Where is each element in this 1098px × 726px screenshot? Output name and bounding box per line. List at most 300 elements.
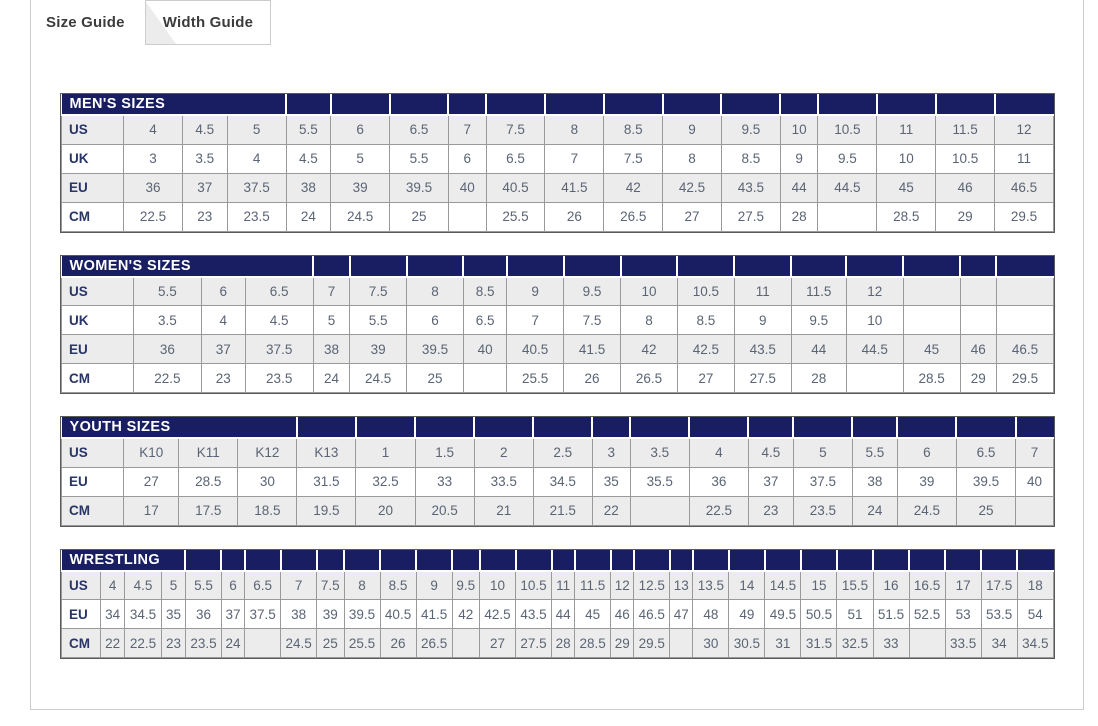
size-cell: 5 xyxy=(793,438,852,467)
size-cell: 9 xyxy=(416,571,452,600)
size-cell: 17.5 xyxy=(179,496,238,525)
size-cell: 6.5 xyxy=(245,277,313,306)
size-cell: 39 xyxy=(350,335,407,364)
header-cell xyxy=(729,550,765,571)
header-cell xyxy=(909,550,945,571)
size-cell: 9.5 xyxy=(564,277,621,306)
tabs-bar xyxy=(31,0,1083,46)
size-cell: 14 xyxy=(729,571,765,600)
size-cell: 8.5 xyxy=(721,144,780,173)
size-cell: 29 xyxy=(936,202,995,231)
size-cell: 10.5 xyxy=(936,144,995,173)
size-cell xyxy=(846,364,903,393)
size-cell xyxy=(1016,496,1054,525)
size-cell: 6.5 xyxy=(486,144,545,173)
header-cell xyxy=(297,417,356,438)
size-cell: 30 xyxy=(238,467,297,496)
header-cell xyxy=(801,550,837,571)
size-cell: 7.5 xyxy=(486,115,545,144)
size-cell: 25 xyxy=(317,629,344,658)
header-cell xyxy=(331,94,390,115)
size-cell: 3.5 xyxy=(630,438,689,467)
size-cell: 44 xyxy=(791,335,846,364)
size-cell: 29 xyxy=(960,364,996,393)
header-cell xyxy=(996,256,1053,277)
size-cell: 22 xyxy=(101,629,125,658)
size-cell: 16 xyxy=(873,571,909,600)
size-cell: 28 xyxy=(780,202,818,231)
table-title: MEN'S SIZES xyxy=(62,94,287,115)
size-cell: 44.5 xyxy=(846,335,903,364)
wrestling-table xyxy=(61,550,1054,659)
size-cell: 1.5 xyxy=(415,438,474,467)
size-cell: 11 xyxy=(877,115,936,144)
size-cell: 26 xyxy=(545,202,604,231)
header-cell xyxy=(516,550,552,571)
size-cell: 14.5 xyxy=(765,571,801,600)
size-cell: 19.5 xyxy=(297,496,356,525)
size-cell: 3.5 xyxy=(182,144,227,173)
size-cell: 8 xyxy=(621,306,678,335)
header-cell xyxy=(670,550,693,571)
size-cell: 29.5 xyxy=(996,364,1053,393)
header-cell xyxy=(592,417,630,438)
size-cell: 34.5 xyxy=(533,467,592,496)
size-cell: 17.5 xyxy=(981,571,1017,600)
table-row xyxy=(62,115,1054,144)
size-cell: 41.5 xyxy=(564,335,621,364)
size-cell: 44 xyxy=(780,173,818,202)
size-cell: 34.5 xyxy=(124,600,161,629)
size-cell: K10 xyxy=(124,438,179,467)
size-cell: 2.5 xyxy=(533,438,592,467)
header-cell xyxy=(380,550,416,571)
size-cell: 13 xyxy=(670,571,693,600)
size-cell: 21 xyxy=(474,496,533,525)
size-cell xyxy=(909,629,945,658)
size-cell: 22.5 xyxy=(124,202,183,231)
size-cell: 25 xyxy=(390,202,449,231)
size-cell: 5.5 xyxy=(350,306,407,335)
size-cell xyxy=(448,202,486,231)
size-cell: 7 xyxy=(507,306,564,335)
size-cell: 2 xyxy=(474,438,533,467)
size-cell: 37 xyxy=(221,600,244,629)
size-cell: 27.5 xyxy=(734,364,791,393)
size-cell: 22.5 xyxy=(133,364,201,393)
header-cell xyxy=(956,417,1015,438)
table-row xyxy=(62,438,1054,467)
size-cell: 35 xyxy=(592,467,630,496)
size-cell: 38 xyxy=(286,173,331,202)
header-cell xyxy=(837,550,873,571)
size-cell: 34.5 xyxy=(1017,629,1053,658)
size-cell: 49 xyxy=(729,600,765,629)
size-cell: 42.5 xyxy=(677,335,734,364)
size-cell: 7 xyxy=(313,277,349,306)
table-row xyxy=(62,277,1054,306)
size-cell: 45 xyxy=(877,173,936,202)
row-label: EU xyxy=(62,335,134,364)
size-cell: 47 xyxy=(670,600,693,629)
size-cell: 40.5 xyxy=(507,335,564,364)
size-cell: 26.5 xyxy=(604,202,663,231)
header-cell xyxy=(575,550,611,571)
size-cell: 33 xyxy=(415,467,474,496)
header-cell xyxy=(221,550,244,571)
header-cell xyxy=(903,256,960,277)
header-cell xyxy=(791,256,846,277)
header-cell xyxy=(286,94,331,115)
header-cell xyxy=(350,256,407,277)
size-cell: 24 xyxy=(286,202,331,231)
size-cell: 28 xyxy=(552,629,575,658)
size-cell: 7.5 xyxy=(604,144,663,173)
table-row xyxy=(62,364,1054,393)
size-cell: 6 xyxy=(897,438,956,467)
size-cell: 31 xyxy=(765,629,801,658)
size-cell: 23 xyxy=(162,629,186,658)
table-row xyxy=(62,173,1054,202)
tab-size-guide[interactable]: Size Guide xyxy=(46,14,125,31)
size-cell: 6 xyxy=(407,306,464,335)
size-cell: 25 xyxy=(407,364,464,393)
size-cell: 10 xyxy=(480,571,516,600)
size-cell: 25.5 xyxy=(507,364,564,393)
size-cell xyxy=(670,629,693,658)
size-cell: 7.5 xyxy=(350,277,407,306)
header-cell xyxy=(390,94,449,115)
size-cell: 52.5 xyxy=(909,600,945,629)
size-cell: 10 xyxy=(621,277,678,306)
size-cell: 39 xyxy=(897,467,956,496)
size-cell: 9.5 xyxy=(721,115,780,144)
size-cell: 11 xyxy=(734,277,791,306)
size-cell: 4.5 xyxy=(245,306,313,335)
size-cell: 15 xyxy=(801,571,837,600)
size-cell: 27 xyxy=(663,202,722,231)
header-cell xyxy=(981,550,1017,571)
table-row xyxy=(62,629,1054,658)
size-cell: 17 xyxy=(124,496,179,525)
size-cell: 9.5 xyxy=(791,306,846,335)
header-cell xyxy=(677,256,734,277)
size-cell: 54 xyxy=(1017,600,1053,629)
header-cell xyxy=(480,550,516,571)
size-cell: 25.5 xyxy=(344,629,380,658)
header-cell xyxy=(734,256,791,277)
size-cell: 34 xyxy=(101,600,125,629)
header-cell xyxy=(960,256,996,277)
size-cell: 39.5 xyxy=(390,173,449,202)
table-row xyxy=(62,144,1054,173)
size-cell: 25 xyxy=(956,496,1015,525)
size-cell xyxy=(996,306,1053,335)
size-cell: 32.5 xyxy=(837,629,873,658)
row-label: EU xyxy=(62,467,124,496)
size-cell: 40 xyxy=(463,335,506,364)
size-cell: 39.5 xyxy=(407,335,464,364)
size-cell xyxy=(903,277,960,306)
size-cell: 8 xyxy=(407,277,464,306)
table-row xyxy=(62,306,1054,335)
mens-sizes-table xyxy=(61,94,1054,232)
header-cell xyxy=(852,417,897,438)
size-cell: 7 xyxy=(448,115,486,144)
size-cell: 20 xyxy=(356,496,415,525)
size-cell: 9.5 xyxy=(818,144,877,173)
size-cell: 46.5 xyxy=(996,335,1053,364)
size-cell: 8 xyxy=(663,144,722,173)
header-cell xyxy=(945,550,981,571)
header-cell xyxy=(313,256,349,277)
size-cell: 9 xyxy=(663,115,722,144)
size-cell: 11.5 xyxy=(791,277,846,306)
table-title: WOMEN'S SIZES xyxy=(62,256,314,277)
size-cell: 28.5 xyxy=(877,202,936,231)
size-cell: 7.5 xyxy=(564,306,621,335)
row-label: UK xyxy=(62,144,124,173)
row-label: CM xyxy=(62,364,134,393)
table-row xyxy=(62,600,1054,629)
womens-sizes-table xyxy=(61,256,1054,394)
size-cell: 28.5 xyxy=(179,467,238,496)
size-cell: 39 xyxy=(331,173,390,202)
size-cell xyxy=(630,496,689,525)
size-cell: 40.5 xyxy=(380,600,416,629)
size-cell: 10 xyxy=(877,144,936,173)
size-cell: 12 xyxy=(846,277,903,306)
size-cell: 9.5 xyxy=(452,571,479,600)
size-cell: 44.5 xyxy=(818,173,877,202)
size-cell: 18.5 xyxy=(238,496,297,525)
size-cell: 11 xyxy=(995,144,1054,173)
size-cell: 43.5 xyxy=(516,600,552,629)
size-cell: 34 xyxy=(981,629,1017,658)
size-cell: 7 xyxy=(281,571,317,600)
header-cell xyxy=(621,256,678,277)
size-cell: 15.5 xyxy=(837,571,873,600)
size-cell: 6 xyxy=(201,277,245,306)
size-cell: 39 xyxy=(317,600,344,629)
size-cell xyxy=(452,629,479,658)
content-panel xyxy=(30,0,1084,710)
header-cell xyxy=(748,417,793,438)
header-cell xyxy=(507,256,564,277)
header-cell xyxy=(281,550,317,571)
size-cell: 5.5 xyxy=(286,115,331,144)
size-cell: 21.5 xyxy=(533,496,592,525)
row-label: CM xyxy=(62,629,101,658)
size-cell: 37 xyxy=(748,467,793,496)
size-cell: 26.5 xyxy=(621,364,678,393)
size-cell: 5.5 xyxy=(133,277,201,306)
header-cell xyxy=(416,550,452,571)
size-cell: 8.5 xyxy=(677,306,734,335)
tables-area xyxy=(31,46,1083,658)
header-cell xyxy=(407,256,464,277)
size-cell: 40 xyxy=(1016,467,1054,496)
size-cell: 40 xyxy=(448,173,486,202)
size-cell xyxy=(960,306,996,335)
header-cell xyxy=(604,94,663,115)
size-cell: 35.5 xyxy=(630,467,689,496)
size-cell: 6 xyxy=(331,115,390,144)
size-cell: 30.5 xyxy=(729,629,765,658)
size-cell: 51 xyxy=(837,600,873,629)
table-row xyxy=(62,496,1054,525)
size-cell: 45 xyxy=(903,335,960,364)
size-cell: 33.5 xyxy=(474,467,533,496)
size-cell: 24 xyxy=(852,496,897,525)
size-cell: 26 xyxy=(380,629,416,658)
size-cell: 45 xyxy=(575,600,611,629)
size-cell: 38 xyxy=(313,335,349,364)
size-cell: 37.5 xyxy=(793,467,852,496)
row-label: US xyxy=(62,115,124,144)
size-cell: 46.5 xyxy=(634,600,670,629)
size-cell: 51.5 xyxy=(873,600,909,629)
size-cell: 28 xyxy=(791,364,846,393)
size-cell: 23 xyxy=(201,364,245,393)
row-label: CM xyxy=(62,202,124,231)
size-cell: 31.5 xyxy=(801,629,837,658)
table-title: WRESTLING xyxy=(62,550,186,571)
size-cell: 23 xyxy=(748,496,793,525)
header-cell xyxy=(897,417,956,438)
size-cell: 17 xyxy=(945,571,981,600)
size-cell: 36 xyxy=(185,600,221,629)
size-cell: 6.5 xyxy=(956,438,1015,467)
size-cell: K12 xyxy=(238,438,297,467)
size-cell: 24 xyxy=(221,629,244,658)
size-cell: 11 xyxy=(552,571,575,600)
header-cell xyxy=(474,417,533,438)
header-cell xyxy=(185,550,221,571)
size-cell: 3 xyxy=(592,438,630,467)
size-cell: 35 xyxy=(162,600,186,629)
header-cell xyxy=(765,550,801,571)
header-cell xyxy=(663,94,722,115)
size-cell: 39.5 xyxy=(956,467,1015,496)
size-cell: 42.5 xyxy=(663,173,722,202)
size-cell: 29.5 xyxy=(634,629,670,658)
tab-width-guide[interactable] xyxy=(145,0,271,45)
header-cell xyxy=(630,417,689,438)
size-cell: 24.5 xyxy=(281,629,317,658)
header-cell xyxy=(936,94,995,115)
header-cell xyxy=(545,94,604,115)
size-cell: 7 xyxy=(545,144,604,173)
size-cell: 50.5 xyxy=(801,600,837,629)
size-cell: 6 xyxy=(221,571,244,600)
size-cell: 33.5 xyxy=(945,629,981,658)
size-cell: 42.5 xyxy=(480,600,516,629)
size-cell: 49.5 xyxy=(765,600,801,629)
header-cell xyxy=(533,417,592,438)
row-label: UK xyxy=(62,306,134,335)
header-cell xyxy=(452,550,479,571)
size-cell: 5.5 xyxy=(852,438,897,467)
size-cell: 4.5 xyxy=(182,115,227,144)
header-cell xyxy=(448,94,486,115)
header-cell xyxy=(564,256,621,277)
header-cell xyxy=(846,256,903,277)
size-cell: 13.5 xyxy=(693,571,729,600)
size-cell: 29 xyxy=(611,629,634,658)
size-cell: 22 xyxy=(592,496,630,525)
size-cell: 18 xyxy=(1017,571,1053,600)
size-cell: 53 xyxy=(945,600,981,629)
size-cell: 53.5 xyxy=(981,600,1017,629)
size-cell xyxy=(245,629,281,658)
size-cell: 24.5 xyxy=(331,202,390,231)
size-cell: 39.5 xyxy=(344,600,380,629)
size-cell: 27 xyxy=(677,364,734,393)
size-cell: 36 xyxy=(133,335,201,364)
size-cell: 9 xyxy=(507,277,564,306)
size-cell: 32.5 xyxy=(356,467,415,496)
header-cell xyxy=(689,417,748,438)
size-cell: 25.5 xyxy=(486,202,545,231)
size-cell: 23.5 xyxy=(227,202,286,231)
size-cell: 26 xyxy=(564,364,621,393)
header-cell xyxy=(1016,417,1054,438)
table-row xyxy=(62,467,1054,496)
header-cell xyxy=(245,550,281,571)
size-cell: 23.5 xyxy=(793,496,852,525)
size-cell: K11 xyxy=(179,438,238,467)
size-cell: 27.5 xyxy=(516,629,552,658)
size-cell: 12 xyxy=(611,571,634,600)
size-cell: 46.5 xyxy=(995,173,1054,202)
header-cell xyxy=(995,94,1054,115)
header-cell xyxy=(463,256,506,277)
tab-width-guide-label: Width Guide xyxy=(162,14,254,31)
youth-sizes-table xyxy=(61,417,1054,526)
size-cell: 42 xyxy=(604,173,663,202)
size-cell: 37.5 xyxy=(245,600,281,629)
size-cell: 37 xyxy=(201,335,245,364)
size-cell: 10 xyxy=(780,115,818,144)
size-cell: 5 xyxy=(313,306,349,335)
table-row xyxy=(62,571,1054,600)
size-cell: 31.5 xyxy=(297,467,356,496)
size-cell: 42 xyxy=(621,335,678,364)
size-cell: 6.5 xyxy=(390,115,449,144)
size-cell: 40.5 xyxy=(486,173,545,202)
size-cell: 36 xyxy=(124,173,183,202)
size-cell: 4.5 xyxy=(124,571,161,600)
size-cell: 46 xyxy=(936,173,995,202)
size-cell xyxy=(996,277,1053,306)
size-cell: 1 xyxy=(356,438,415,467)
header-cell xyxy=(877,94,936,115)
size-cell: 10.5 xyxy=(516,571,552,600)
size-cell: 46 xyxy=(960,335,996,364)
size-cell: 4.5 xyxy=(748,438,793,467)
header-cell xyxy=(1017,550,1053,571)
size-cell: 3 xyxy=(124,144,183,173)
size-cell: 27 xyxy=(480,629,516,658)
size-cell: 24.5 xyxy=(350,364,407,393)
size-cell: 12.5 xyxy=(634,571,670,600)
size-cell: 8.5 xyxy=(380,571,416,600)
header-cell xyxy=(415,417,474,438)
size-cell: 4.5 xyxy=(286,144,331,173)
size-cell: 28.5 xyxy=(575,629,611,658)
header-cell xyxy=(818,94,877,115)
